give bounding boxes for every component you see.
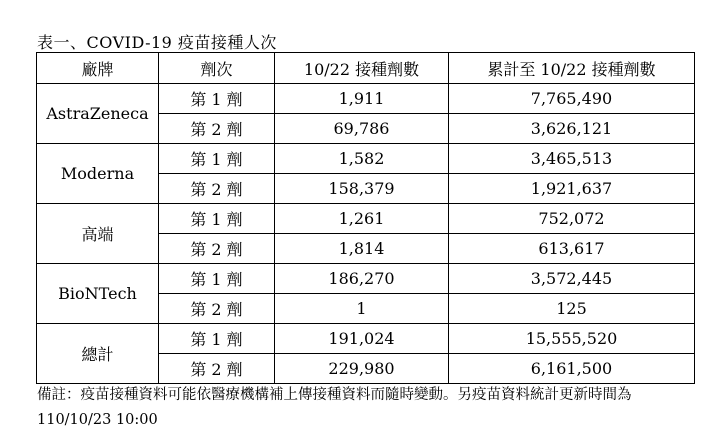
table-row <box>37 204 695 234</box>
header-brand: 廠牌 <box>37 53 159 84</box>
dose-cell: 第 1 劑 <box>159 204 275 234</box>
cumulative-cell: 3,465,513 <box>449 144 695 174</box>
table-row <box>37 264 695 294</box>
dose-cell: 第 2 劑 <box>159 234 275 264</box>
vaccination-table <box>36 52 695 384</box>
dose-cell: 第 2 劑 <box>159 174 275 204</box>
daily-cell: 1,911 <box>275 84 449 114</box>
dose-cell: 第 2 劑 <box>159 114 275 144</box>
cumulative-cell: 125 <box>449 294 695 324</box>
cumulative-cell: 15,555,520 <box>449 324 695 354</box>
header-cumulative-doses: 累計至 10/22 接種劑數 <box>449 53 695 84</box>
dose-cell: 第 1 劑 <box>159 144 275 174</box>
dose-cell: 第 2 劑 <box>159 354 275 384</box>
dose-cell: 第 1 劑 <box>159 84 275 114</box>
table-title: 表一、COVID-19 疫苗接種人次 <box>37 33 277 52</box>
cumulative-cell: 3,626,121 <box>449 114 695 144</box>
daily-cell: 69,786 <box>275 114 449 144</box>
daily-cell: 158,379 <box>275 174 449 204</box>
brand-cell: BioNTech <box>37 264 159 324</box>
dose-cell: 第 2 劑 <box>159 294 275 324</box>
footnote: 備註：疫苗接種資料可能依醫療機構補上傳接種資料而隨時變動。另疫苗資料統計更新時間為 <box>37 387 632 403</box>
daily-cell: 1,814 <box>275 234 449 264</box>
daily-cell: 186,270 <box>275 264 449 294</box>
brand-cell: 高端 <box>37 204 159 264</box>
dose-cell: 第 1 劑 <box>159 324 275 354</box>
daily-cell: 1,261 <box>275 204 449 234</box>
cumulative-cell: 752,072 <box>449 204 695 234</box>
cumulative-cell: 7,765,490 <box>449 84 695 114</box>
table-row <box>37 84 695 114</box>
table-row <box>37 324 695 354</box>
table-row <box>37 144 695 174</box>
update-timestamp: 110/10/23 10:00 <box>37 412 158 428</box>
daily-cell: 191,024 <box>275 324 449 354</box>
total-cell: 總計 <box>37 324 159 384</box>
brand-cell: AstraZeneca <box>37 84 159 144</box>
daily-cell: 1,582 <box>275 144 449 174</box>
header-daily-doses: 10/22 接種劑數 <box>275 53 449 84</box>
header-dose: 劑次 <box>159 53 275 84</box>
header-row <box>37 53 695 84</box>
cumulative-cell: 1,921,637 <box>449 174 695 204</box>
daily-cell: 229,980 <box>275 354 449 384</box>
daily-cell: 1 <box>275 294 449 324</box>
brand-cell: Moderna <box>37 144 159 204</box>
cumulative-cell: 3,572,445 <box>449 264 695 294</box>
cumulative-cell: 613,617 <box>449 234 695 264</box>
dose-cell: 第 1 劑 <box>159 264 275 294</box>
cumulative-cell: 6,161,500 <box>449 354 695 384</box>
